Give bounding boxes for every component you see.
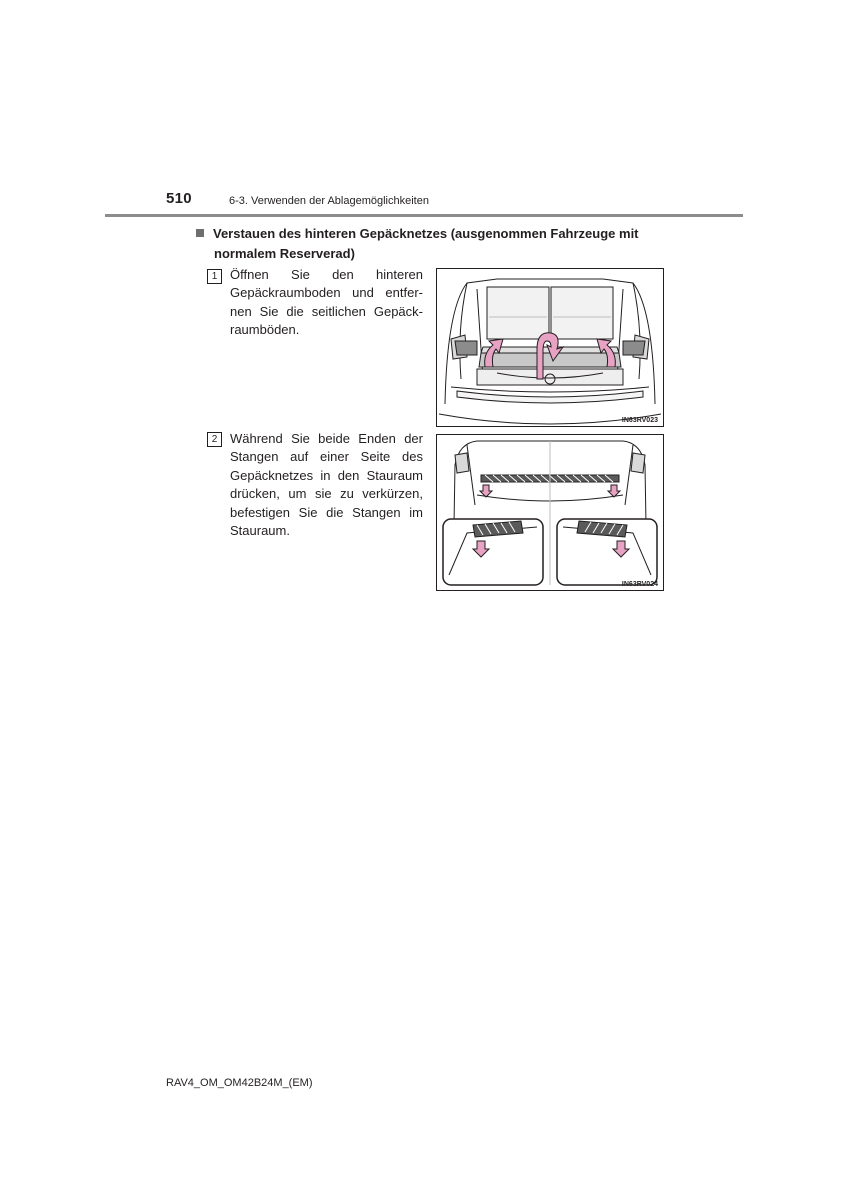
section-heading [196, 224, 666, 264]
figure-cargo-net [436, 434, 664, 591]
step-1-text [230, 266, 423, 340]
page-number: 510 [166, 190, 192, 207]
step-2-badge: 2 [207, 432, 222, 447]
header-rule [105, 214, 743, 217]
step-2-line: drücken, um sie zu verkürzen, [230, 486, 423, 502]
trunk-floor-illustration [437, 269, 663, 426]
cargo-net-illustration [437, 435, 663, 590]
square-bullet-icon [196, 229, 204, 237]
figure-2-code: IN63RV024 [621, 581, 658, 588]
step-1-line: Öffnen Sie den hinteren [230, 267, 423, 282]
section-reference: 6-3. Verwenden der Ablagemöglichkeiten [229, 195, 429, 207]
figure-1-code: IN63RV023 [621, 417, 658, 424]
step-1-line: Gepäckraumboden und entfer- [230, 285, 423, 301]
step-1-line: nen Sie die seitlichen Gepäck- [230, 303, 423, 319]
step-1-badge: 1 [207, 269, 222, 284]
step-2-line: Während Sie beide Enden der [230, 431, 423, 446]
step-2-line: befestigen Sie die Stangen im [230, 504, 423, 520]
footer-doc-id: RAV4_OM_OM42B24M_(EM) [166, 1077, 313, 1089]
step-2-line: Gepäcknetzes in den Stauraum [230, 467, 423, 483]
step-2-line: Stauraum. [230, 523, 290, 539]
figure-trunk-floor [436, 268, 664, 427]
step-2-line: Stangen auf einer Seite des [230, 449, 423, 465]
heading-line-2: normalem Reserverad) [214, 246, 355, 261]
heading-line-1: Verstauen des hinteren Gepäcknetzes (ausgenommen Fahrzeuge mit [213, 226, 639, 241]
step-1-line: raumböden. [230, 322, 300, 338]
step-2-text [230, 430, 423, 540]
